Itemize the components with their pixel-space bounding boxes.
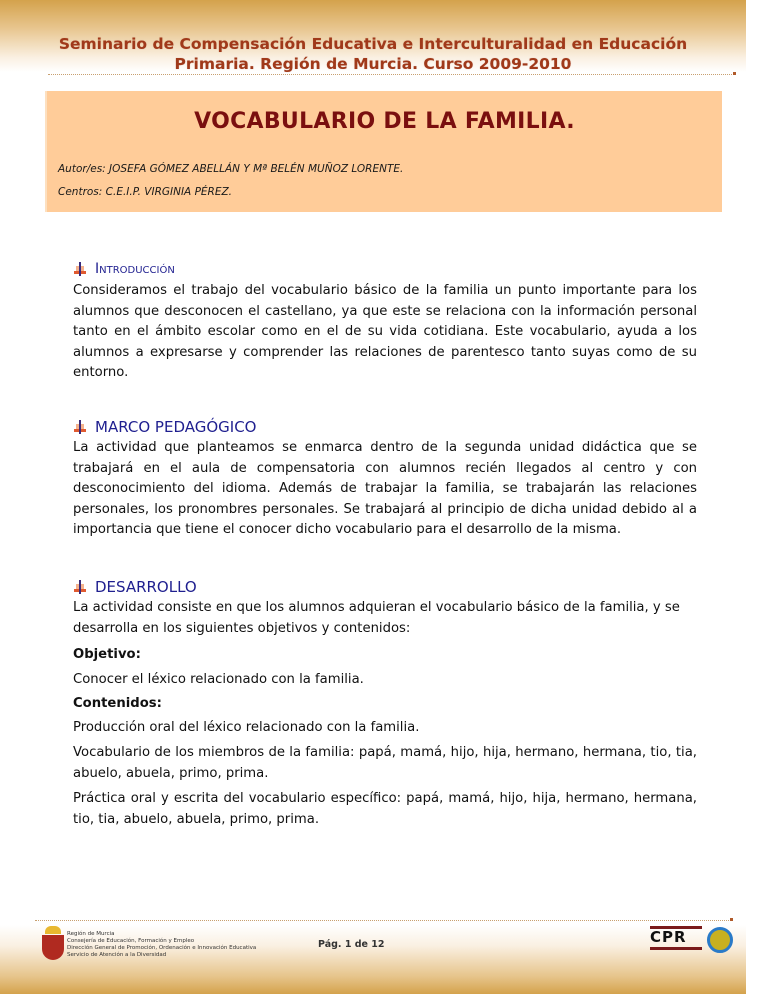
footer-divider-dot: [730, 918, 733, 921]
org-line: Consejería de Educación, Formación y Empleo: [67, 938, 195, 944]
bullet-pin-icon: [73, 580, 87, 594]
section-heading-introduccion: [73, 261, 175, 277]
org-line: Servicio de Atención a la Diversidad: [67, 952, 167, 958]
content-item: Vocabulario de los miembros de la familia: papá, mamá, hijo, hija, hermano, hermana, tio, tia, abuelo, abuela, primo, prima.: [73, 745, 697, 781]
paragraph: La actividad que planteamos se enmarca dentro de la segunda unidad didáctica que se trabajará en el aula de compensatoria con alumnos recién llegados al centro y con desconocimiento del idioma. Además de trabajar la familia, se trabajarán las relaciones personales, los pronombres personales. Se trabajará al principio de dicha unidad debido al a importancia que tiene el conocer dicho vocabulario para el desarrollo de la misma.: [73, 440, 697, 537]
page-number: Pág. 1 de 12: [318, 939, 385, 950]
paragraph: La actividad consiste en que los alumnos adquieran el vocabulario básico de la familia, y se desarrolla en los siguientes objetivos y contenidos:: [73, 600, 680, 636]
school-centers: Centros: C.E.I.P. VIRGINIA PÉREZ.: [58, 186, 232, 198]
footer-divider: [35, 920, 729, 921]
footer-organization: [67, 931, 256, 959]
page-margin: [746, 0, 768, 994]
authors: Autor/es: JOSEFA GÓMEZ ABELLÁN Y Mª BELÉN MUÑOZ LORENTE.: [58, 163, 404, 175]
header-title-line1: Seminario de Compensación Educativa e Interculturalidad en Educación: [58, 35, 688, 53]
paragraph: Consideramos el trabajo del vocabulario básico de la familia un punto importante para los alumnos que desconocen el castellano, ya que este se relaciona con la información personal tanto en el ámbito escolar como en el de su vida cotidiana. Este vocabulario, ayuda a los alumnos a expresarse y comprender las relaciones de parentesco tanto suyas como de su entorno.: [73, 283, 697, 380]
org-line: Dirección General de Promoción, Ordenación e Innovación Educativa: [67, 945, 257, 951]
section-heading-label: MARCO PEDAGÓGICO: [95, 418, 257, 436]
section-heading-marco-pedagogico: [73, 418, 257, 436]
section-heading-label: Introducción: [95, 261, 175, 277]
header-divider-dot: [733, 72, 736, 75]
content-item: Práctica oral y escrita del vocabulario específico: papá, mamá, hijo, hija, hermano, hermana, tio, tia, abuelo, abuela, primo, prima.: [73, 791, 697, 827]
contents-label: Contenidos:: [73, 696, 162, 711]
org-line: Región de Murcia: [67, 931, 115, 937]
bullet-pin-icon: [73, 420, 87, 434]
cpr-logo-text: CPR: [650, 926, 702, 947]
header-title: [0, 34, 746, 74]
section-heading-desarrollo: [73, 578, 197, 596]
header-divider: [48, 74, 736, 75]
objective-text: Conocer el léxico relacionado con la familia.: [73, 672, 364, 687]
content-item: Producción oral del léxico relacionado con la familia.: [73, 720, 420, 735]
header-title-line2: Primaria. Región de Murcia. Curso 2009-2010: [174, 55, 572, 73]
cpr-logo-icon: [648, 924, 732, 958]
section-heading-label: DESARROLLO: [95, 578, 197, 596]
bullet-pin-icon: [73, 262, 87, 276]
title-box: [45, 91, 722, 212]
document-title: VOCABULARIO DE LA FAMILIA.: [194, 109, 575, 134]
region-murcia-shield-icon: [42, 926, 64, 960]
objective-label: Objetivo:: [73, 647, 141, 662]
